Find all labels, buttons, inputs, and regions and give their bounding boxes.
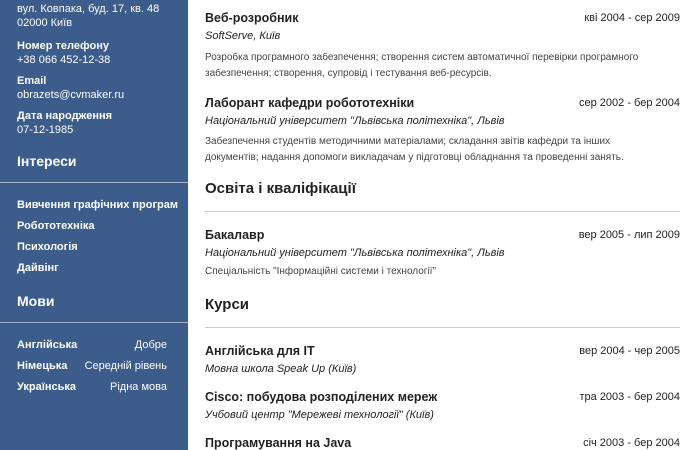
birth-date-label: Дата народження [17, 110, 113, 122]
job-description-line: забезпечення; створення, супровід і тестування веб-ресурсів. [205, 68, 492, 79]
languages-divider [0, 322, 188, 323]
email-value[interactable]: obrazets@cvmaker.ru [17, 89, 125, 101]
education-institution: Національний університет "Львівська політехніка", Львів [205, 247, 505, 259]
course-date: січ 2003 - бер 2004 [583, 437, 680, 449]
job-date: сер 2002 - бер 2004 [579, 97, 680, 109]
email-label: Email [17, 75, 47, 87]
phone-value: +38 066 452-12-38 [17, 54, 111, 66]
language-row [17, 381, 167, 395]
job-title: Веб-розробник [205, 11, 299, 25]
job-description-line: Розробка програмного забезпечення; створення систем автоматичної перевірки програмного [205, 52, 639, 63]
job-company: Національний університет "Львівська політехніка", Львів [205, 115, 505, 127]
interest-item: Робототехніка [17, 220, 95, 232]
sidebar [0, 0, 188, 450]
course-date: тра 2003 - бер 2004 [579, 391, 680, 403]
course-title: Англійська для IT [205, 344, 315, 358]
language-row [17, 339, 167, 353]
language-name: Англійська [17, 339, 78, 351]
languages-heading: Мови [17, 293, 55, 309]
education-specialty: Спеціальність "Інформаційні системи і технології" [205, 266, 436, 277]
course-title: Cisco: побудова розподілених мереж [205, 390, 438, 404]
interest-item: Психологія [17, 241, 78, 253]
main-content [188, 0, 700, 450]
interests-divider [0, 182, 188, 183]
job-date: кві 2004 - сер 2009 [584, 12, 680, 24]
language-row [17, 360, 167, 374]
job-description [205, 50, 680, 82]
course-title: Програмування на Java [205, 436, 352, 450]
birth-date-value: 07-12-1985 [17, 124, 74, 136]
course-provider: Учбовий центр "Мережеві технології" (Київ) [205, 409, 434, 421]
language-level: Рідна мова [110, 381, 167, 393]
job-company: SoftServe, Київ [205, 30, 281, 42]
interest-item: Дайвінг [17, 262, 59, 274]
education-divider [205, 211, 680, 212]
address-line-2: 02000 Київ [17, 17, 73, 29]
course-provider: Мовна школа Speak Up (Київ) [205, 363, 357, 375]
job-description-line: документів; надання допомоги викладачам у підготовці обладнання та проведенні занять. [205, 152, 624, 163]
language-name: Українська [17, 381, 77, 393]
courses-heading: Курси [205, 296, 250, 313]
language-level: Добре [134, 339, 167, 351]
address-line-1: вул. Ковпака, буд. 17, кв. 48 [17, 3, 160, 15]
job-title: Лаборант кафедри робототехніки [205, 96, 415, 110]
language-level: Середній рівень [84, 360, 167, 372]
education-title: Бакалавр [205, 228, 265, 242]
education-heading: Освіта і кваліфікації [205, 180, 356, 197]
interests-heading: Інтереси [17, 153, 77, 169]
course-date: вер 2004 - чер 2005 [579, 345, 680, 357]
interest-item: Вивчення графічних програм [17, 199, 179, 211]
courses-divider [205, 327, 680, 328]
language-name: Німецька [17, 360, 68, 372]
job-description [205, 134, 680, 166]
job-description-line: Забезпечення студентів методичними матеріалами; складання звітів кафедри та інших [205, 136, 611, 147]
education-date: вер 2005 - лип 2009 [578, 229, 680, 241]
phone-label: Номер телефону [17, 40, 109, 52]
